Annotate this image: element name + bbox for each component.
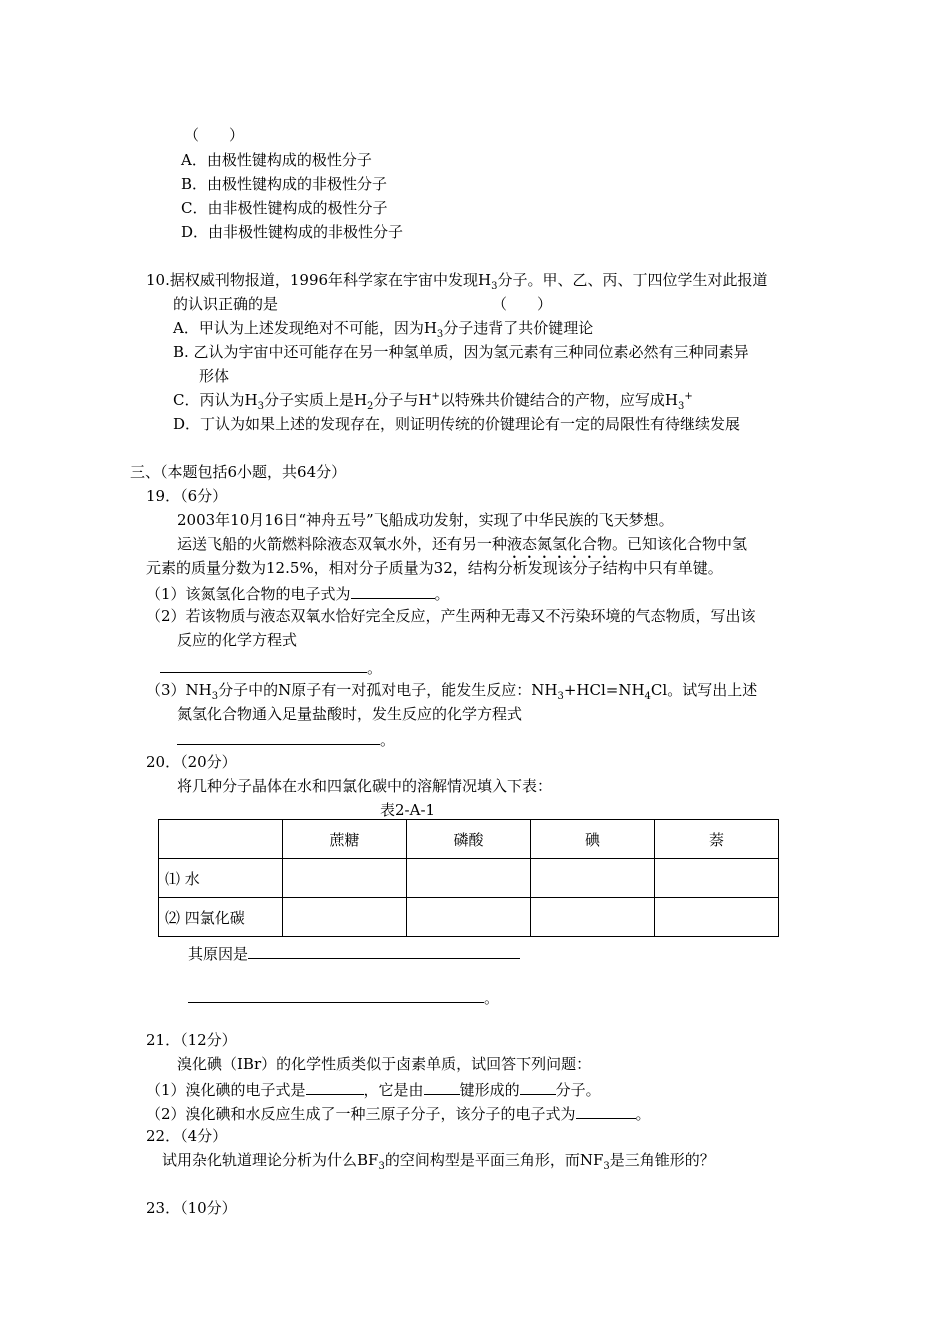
- section-3-heading: 三、（本题包括6小题，共64分）: [130, 463, 347, 481]
- q23-number: 23．（10分）: [146, 1199, 237, 1217]
- answer-cell[interactable]: [283, 859, 407, 898]
- q22-text: 试用杂化轨道理论分析为什么$BF_3$的空间构型是平面三角形，而$NF_3$是三角锥形的？: [162, 1151, 715, 1172]
- q21-number: 21．（12分）: [146, 1031, 237, 1049]
- q9-option-b: B．由极性键构成的非极性分子: [181, 175, 388, 193]
- q9-option-d: D．由非极性键构成的非极性分子: [181, 223, 404, 241]
- q19-sub-2-answer: 。: [160, 656, 382, 678]
- q19-sub-3: $(3)NH_3$分子中的N原子有一对孤对电子，能发生反应：$NH_3+HCl=NH_4Cl$。试写出上述: [146, 681, 758, 702]
- solubility-table: [158, 819, 779, 937]
- q9-option-c: C．由非极性键构成的极性分子: [181, 199, 388, 217]
- q22-number: 22．（4分）: [146, 1127, 228, 1145]
- answer-cell[interactable]: [655, 859, 779, 898]
- table-header-cell: 萘: [655, 820, 779, 859]
- q10-stem: 10.据权威刊物报道，1996年科学家在宇宙中发现$H_3$分子。甲、乙、丙、丁四位学生对此报道: [146, 271, 768, 292]
- answer-blank[interactable]: [248, 942, 520, 959]
- table-caption: 表2-A-1: [380, 801, 436, 819]
- answer-blank[interactable]: [306, 1078, 364, 1095]
- table-header-cell: [159, 820, 283, 859]
- table-row: [159, 859, 779, 898]
- q19-sub-2-line2: 反应的化学方程式: [177, 631, 298, 649]
- table-row: [159, 898, 779, 937]
- answer-blank[interactable]: [576, 1102, 636, 1119]
- q10-option-c: C．丙认为$H_3$分子实质上是$H_2$分子与H+以特殊共价键结合的产物，应写成$H_3^+$: [173, 391, 693, 412]
- answer-cell[interactable]: [655, 898, 779, 937]
- q20-reason: 其原因是: [188, 942, 520, 964]
- table-header-cell: 碘: [531, 820, 655, 859]
- q21-intro: 溴化碘（IBr）的化学性质类似于卤素单质，试回答下列问题：: [177, 1055, 592, 1073]
- row-label: ⑵ 四氯化碳: [159, 898, 283, 937]
- q20-intro: 将几种分子晶体在水和四氯化碳中的溶解情况填入下表：: [177, 777, 553, 795]
- q10-stem-line2: 的认识正确的是: [173, 295, 279, 313]
- row-label: ⑴ 水: [159, 859, 283, 898]
- answer-blank[interactable]: [424, 1078, 460, 1095]
- q20-number: 20．（20分）: [146, 753, 237, 771]
- q21-sub-2: （2）溴化碘和水反应生成了一种三原子分子，该分子的电子式为 。: [146, 1102, 651, 1124]
- q19-paragraph-1: 2003年10月16日“神舟五号”飞船成功发射，实现了中华民族的飞天梦想。: [177, 511, 674, 529]
- answer-cell[interactable]: [407, 859, 531, 898]
- answer-cell[interactable]: [531, 859, 655, 898]
- q19-number: 19．（6分）: [146, 487, 228, 505]
- table-header-row: [159, 820, 779, 859]
- answer-blank[interactable]: [177, 728, 380, 745]
- answer-blank[interactable]: [351, 582, 435, 599]
- answer-cell[interactable]: [531, 898, 655, 937]
- answer-cell[interactable]: [407, 898, 531, 937]
- q19-sub-1: （1）该氮氢化合物的电子式为 。: [146, 582, 450, 604]
- answer-blank[interactable]: [520, 1078, 556, 1095]
- q21-sub-1: （1）溴化碘的电子式是 ，它是由 键形成的 分子。: [146, 1078, 601, 1100]
- q19-paragraph-3: 元素的质量分数为12.5%，相对分子质量为32，结构分析发现该分子结构中只有单键。: [146, 559, 723, 577]
- q10-option-b-line2: 形体: [199, 367, 230, 385]
- q9-answer-paren: （ ）: [184, 126, 245, 144]
- q9-option-a: A．由极性键构成的极性分子: [181, 151, 372, 169]
- answer-cell[interactable]: [283, 898, 407, 937]
- q10-option-a: A．甲认为上述发现绝对不可能，因为$H_3$分子违背了共价键理论: [173, 319, 594, 340]
- table-header-cell: 磷酸: [407, 820, 531, 859]
- q20-reason-line2: 。: [188, 986, 499, 1008]
- answer-blank[interactable]: [160, 656, 367, 673]
- q19-sub-3-line2: 氮氢化合物通入足量盐酸时，发生反应的化学方程式: [177, 705, 523, 723]
- emphasized-text: 液态氮氢化合物: [507, 535, 613, 553]
- q10-answer-paren: （ ）: [492, 295, 553, 313]
- table-header-cell: 蔗糖: [283, 820, 407, 859]
- answer-blank[interactable]: [188, 986, 484, 1003]
- q10-option-b: B. 乙认为宇宙中还可能存在另一种氢单质，因为氢元素有三种同位素必然有三种同素异: [173, 343, 749, 361]
- q19-sub-3-answer: 。: [177, 728, 395, 750]
- q19-paragraph-2: 运送飞船的火箭燃料除液态双氧水外，还有另一种液态氮氢化合物。已知该化合物中氢: [177, 535, 748, 553]
- q10-option-d: D．丁认为如果上述的发现存在，则证明传统的价键理论有一定的局限性有待继续发展: [173, 415, 741, 433]
- q19-sub-2: （2）若该物质与液态双氧水恰好完全反应，产生两种无毒又不污染环境的气态物质，写出该: [146, 607, 756, 625]
